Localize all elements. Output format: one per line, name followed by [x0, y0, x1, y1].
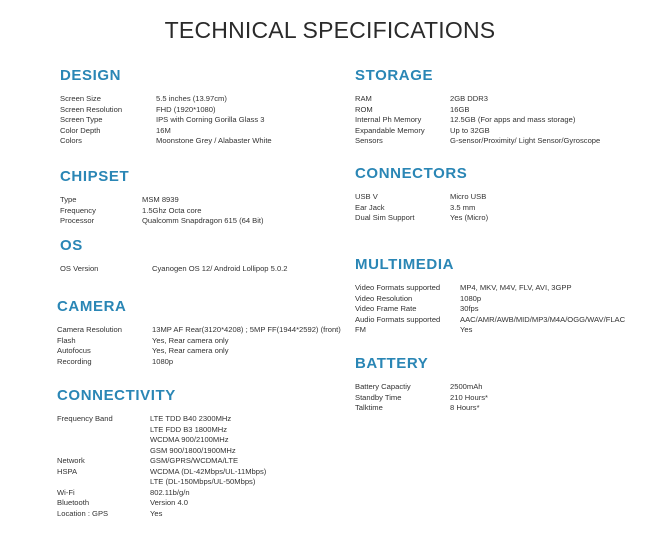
page-title: TECHNICAL SPECIFICATIONS	[164, 17, 496, 43]
connectivity-spec-row	[57, 446, 327, 457]
storage-rows	[355, 94, 645, 147]
multimedia-spec-value: Yes	[460, 325, 473, 334]
connectivity-heading: CONNECTIVITY	[57, 387, 176, 404]
design-spec-label: Screen Type	[60, 115, 103, 124]
camera-spec-row	[57, 325, 347, 336]
connectivity-spec-value: GSM/GPRS/WCDMA/LTE	[150, 456, 239, 465]
multimedia-spec-label: FM	[355, 325, 366, 334]
multimedia-section	[355, 256, 655, 336]
connectivity-spec-row	[57, 467, 327, 478]
storage-spec-value: 16GB	[450, 104, 470, 114]
battery-spec-value: 2500mAh	[450, 382, 483, 391]
multimedia-spec-value: 30fps	[460, 304, 479, 313]
connectivity-spec-label: HSPA	[57, 466, 78, 476]
os-spec-row	[60, 264, 330, 275]
camera-spec-label: Camera Resolution	[57, 325, 122, 334]
multimedia-spec-label: Video Frame Rate	[355, 304, 417, 313]
storage-spec-label: Expandable Memory	[355, 125, 425, 135]
connectors-spec-value: Micro USB	[450, 192, 487, 201]
battery-spec-value: 210 Hours*	[450, 392, 488, 402]
chipset-section	[60, 168, 330, 227]
connectivity-spec-value: LTE (DL-150Mbps/UL-50Mbps)	[150, 477, 256, 486]
connectivity-spec-value: 802.11b/g/n	[150, 487, 190, 497]
multimedia-spec-label: Video Formats supported	[355, 283, 441, 292]
battery-spec-value: 8 Hours*	[450, 403, 480, 412]
os-section	[60, 237, 330, 275]
storage-spec-label: ROM	[355, 104, 373, 114]
design-spec-value: 5.5 inches (13.97cm)	[156, 94, 227, 103]
connectivity-spec-value: GSM 900/1800/1900MHz	[150, 445, 236, 455]
os-rows	[60, 264, 330, 275]
design-spec-label: Colors	[60, 136, 82, 145]
connectors-spec-row	[355, 203, 645, 214]
connectors-spec-row	[355, 192, 645, 203]
connectivity-spec-row	[57, 509, 327, 520]
os-heading: OS	[60, 237, 83, 254]
connectivity-spec-label: Location : GPS	[57, 508, 109, 518]
battery-heading: BATTERY	[355, 355, 429, 372]
connectivity-spec-row	[57, 425, 327, 436]
chipset-spec-value: 1.5Ghz Octa core	[142, 205, 202, 215]
design-spec-row	[60, 115, 330, 126]
storage-spec-row	[355, 115, 645, 126]
multimedia-spec-row	[355, 325, 655, 336]
battery-rows	[355, 382, 645, 414]
chipset-spec-label: Processor	[60, 216, 95, 225]
connectors-spec-value: 3.5 mm	[450, 202, 476, 212]
connectors-section	[355, 165, 645, 224]
design-section	[60, 67, 330, 147]
camera-spec-label: Flash	[57, 335, 76, 345]
storage-heading: STORAGE	[355, 67, 434, 84]
connectivity-spec-label: Network	[57, 456, 85, 465]
camera-spec-label: Recording	[57, 356, 92, 366]
camera-section	[57, 298, 347, 367]
connectors-spec-label: Dual Sim Support	[355, 213, 415, 222]
camera-spec-value: Yes, Rear camera only	[152, 335, 229, 345]
storage-spec-label: Sensors	[355, 136, 383, 145]
camera-heading: CAMERA	[57, 298, 127, 315]
connectivity-spec-row	[57, 498, 327, 509]
chipset-spec-label: Type	[60, 195, 77, 204]
connectivity-spec-label	[57, 425, 150, 436]
chipset-spec-label: Frequency	[60, 205, 96, 215]
connectivity-spec-value: Version 4.0	[150, 498, 188, 507]
storage-spec-row	[355, 126, 645, 137]
connectivity-spec-label: Bluetooth	[57, 498, 90, 507]
design-heading: DESIGN	[60, 67, 122, 84]
camera-spec-row	[57, 336, 347, 347]
storage-spec-value: Up to 32GB	[450, 125, 490, 135]
chipset-spec-value: Qualcomm Snapdragon 615 (64 Bit)	[142, 216, 264, 225]
connectivity-spec-row	[57, 435, 327, 446]
multimedia-heading: MULTIMEDIA	[355, 256, 455, 273]
storage-spec-value: G-sensor/Proximity/ Light Sensor/Gyroscope	[450, 136, 601, 145]
os-spec-value: Cyanogen OS 12/ Android Lollipop 5.0.2	[152, 264, 288, 273]
connectivity-section	[57, 387, 327, 519]
connectivity-spec-value: LTE FDD B3 1800MHz	[150, 424, 228, 434]
multimedia-spec-label: Video Resolution	[355, 293, 413, 303]
battery-spec-row	[355, 382, 645, 393]
connectivity-spec-row	[57, 477, 327, 488]
connectivity-spec-row	[57, 488, 327, 499]
connectors-spec-row	[355, 213, 645, 224]
connectivity-spec-label	[57, 435, 150, 446]
camera-spec-value: 13MP AF Rear(3120*4208) ; 5MP FF(1944*2592) (front)	[152, 325, 341, 334]
chipset-spec-row	[60, 195, 330, 206]
storage-spec-row	[355, 105, 645, 116]
storage-section	[355, 67, 645, 147]
battery-spec-label: Battery Capactiy	[355, 382, 411, 391]
design-spec-label: Color Depth	[60, 125, 101, 135]
storage-spec-value: 12.5GB (For apps and mass storage)	[450, 115, 576, 124]
multimedia-rows	[355, 283, 655, 336]
multimedia-spec-row	[355, 315, 655, 326]
connectivity-spec-value: WCDMA (DL-42Mbps/UL-11Mbps)	[150, 466, 267, 476]
connectivity-rows	[57, 414, 327, 519]
design-spec-value: Moonstone Grey / Alabaster White	[156, 136, 272, 145]
design-rows	[60, 94, 330, 147]
design-spec-label: Screen Resolution	[60, 104, 123, 114]
connectors-spec-label: USB V	[355, 192, 378, 201]
storage-spec-value: 2GB DDR3	[450, 94, 488, 103]
chipset-spec-row	[60, 206, 330, 217]
connectivity-spec-value: LTE TDD B40 2300MHz	[150, 414, 232, 423]
design-spec-value: IPS with Corning Gorilla Glass 3	[156, 115, 265, 124]
connectivity-spec-label: Wi-Fi	[57, 487, 75, 497]
multimedia-spec-row	[355, 283, 655, 294]
connectivity-spec-value: Yes	[150, 508, 163, 518]
multimedia-spec-label: Audio Formats supported	[355, 314, 441, 324]
connectors-spec-label: Ear Jack	[355, 202, 385, 212]
storage-spec-label: RAM	[355, 94, 372, 103]
connectivity-spec-label: Frequency Band	[57, 414, 113, 423]
design-spec-row	[60, 136, 330, 147]
battery-spec-row	[355, 403, 645, 414]
battery-spec-label: Standby Time	[355, 392, 402, 402]
design-spec-row	[60, 105, 330, 116]
chipset-spec-value: MSM 8939	[142, 195, 179, 204]
connectors-rows	[355, 192, 645, 224]
battery-spec-row	[355, 393, 645, 404]
connectivity-spec-label	[57, 477, 150, 488]
multimedia-spec-value: MP4, MKV, M4V, FLV, AVI, 3GPP	[460, 283, 572, 292]
storage-spec-row	[355, 136, 645, 147]
camera-spec-row	[57, 346, 347, 357]
storage-spec-row	[355, 94, 645, 105]
design-spec-value: FHD (1920*1080)	[156, 104, 216, 114]
camera-rows	[57, 325, 347, 367]
chipset-spec-row	[60, 216, 330, 227]
design-spec-value: 16M	[156, 125, 171, 135]
camera-spec-value: Yes, Rear camera only	[152, 346, 229, 355]
connectivity-spec-value: WCDMA 900/2100MHz	[150, 435, 229, 444]
chipset-rows	[60, 195, 330, 227]
camera-spec-value: 1080p	[152, 356, 174, 366]
connectivity-spec-row	[57, 456, 327, 467]
multimedia-spec-row	[355, 294, 655, 305]
multimedia-spec-row	[355, 304, 655, 315]
multimedia-spec-value: AAC/AMR/AWB/MID/MP3/M4A/OGG/WAV/FLAC	[460, 314, 626, 324]
design-spec-row	[60, 126, 330, 137]
design-spec-label: Screen Size	[60, 94, 101, 103]
chipset-heading: CHIPSET	[60, 168, 130, 185]
storage-spec-label: Internal Ph Memory	[355, 115, 422, 124]
connectors-heading: CONNECTORS	[355, 165, 468, 182]
multimedia-spec-value: 1080p	[460, 293, 482, 303]
connectors-spec-value: Yes (Micro)	[450, 213, 489, 222]
connectivity-spec-label	[57, 446, 150, 457]
design-spec-row	[60, 94, 330, 105]
camera-spec-row	[57, 357, 347, 368]
battery-section	[355, 355, 645, 414]
camera-spec-label: Autofocus	[57, 346, 91, 355]
os-spec-label: OS Version	[60, 264, 99, 273]
connectivity-spec-row	[57, 414, 327, 425]
battery-spec-label: Talktime	[355, 403, 383, 412]
